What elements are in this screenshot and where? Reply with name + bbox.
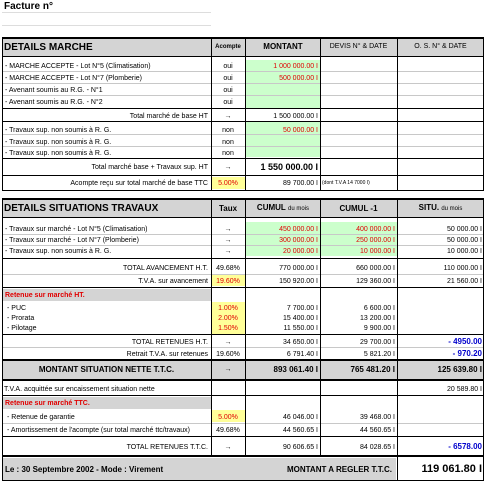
situ-total-av-label: TOTAL AVANCEMENT H.T.	[122, 265, 208, 272]
marche-row-label: - MARCHE ACCEPTE - Lot N°7 (Plomberie)	[5, 75, 142, 82]
marche-row-acompte: oui	[223, 99, 233, 106]
situ-tva-av-situ: 21 560.00 I	[446, 278, 482, 285]
situ-row-taux: →	[224, 248, 232, 255]
marche-row-acompte: oui	[223, 87, 233, 94]
situ-nette-label: MONTANT SITUATION NETTE T.T.C.	[38, 365, 175, 374]
marche-row-acompte: oui	[223, 75, 233, 82]
marche-trav-label: - Travaux sup. non soumis à R. G.	[5, 139, 112, 146]
situ-amort-label: - Amortissement de l'acompte (sur total marché ttc/travaux)	[7, 427, 191, 434]
retenue-taux[interactable]: 1.50%	[218, 325, 238, 332]
situ-nette-taux: →	[224, 366, 232, 373]
situ-col-cumul-sub: du mois	[288, 206, 310, 212]
situ-nette-situ: 125 639.80 I	[437, 365, 482, 374]
situ-row-label: - Travaux sur marché - Lot N°5 (Climatisation)	[5, 226, 148, 233]
situ-row-cumul1[interactable]: 250 000.00 I	[356, 237, 395, 244]
situ-tva-av-cumul1: 129 360.00 I	[356, 278, 395, 285]
marche-trav-acompte: non	[222, 127, 234, 134]
situ-nette-cumul: 893 061.40 I	[273, 365, 318, 374]
situ-amort-label-wrap	[7, 426, 210, 435]
situ-tva-av-taux[interactable]: 19.60%	[216, 278, 240, 285]
retenue-cumul1: 6 600.00 I	[363, 305, 395, 312]
situ-retrait-situ: - 970.20	[452, 349, 482, 358]
situ-row-cumul1[interactable]: 10 000.00 I	[359, 248, 395, 255]
situ-garantie-cumul: 46 046.00 I	[282, 414, 318, 421]
situ-retenue-ttc-title: Retenue sur marché TTC.	[5, 400, 90, 407]
marche-trav-label: - Travaux sup. non soumis à R. G.	[5, 127, 112, 134]
situ-title: DETAILS SITUATIONS TRAVAUX	[4, 203, 159, 214]
situ-row-cumul[interactable]: 20 000.00 I	[282, 248, 318, 255]
retenue-cumul: 7 700.00 I	[286, 305, 318, 312]
situ-amort-cumul: 44 560.65 I	[282, 427, 318, 434]
situ-amort-taux: 49.68%	[216, 427, 240, 434]
situ-total-ret-situ: - 4950.00	[448, 337, 482, 346]
marche-acompte-label: Acompte reçu sur total marché de base TTC	[70, 180, 208, 187]
marche-acompte-pct[interactable]: 5.00%	[218, 180, 238, 187]
invoice-number-sub	[2, 14, 211, 26]
marche-col-acompte: Acompte	[215, 44, 241, 50]
situ-total-ret-cumul1: 29 700.00 I	[359, 339, 395, 346]
invoice-number-label: Facture n°	[4, 1, 54, 12]
situ-tva-acq-value: 20 589.80 I	[446, 386, 482, 393]
situ-total-av-situ: 110 000.00 I	[443, 265, 482, 272]
situ-row-situ: 10 000.00 I	[446, 248, 482, 255]
situ-row-taux: →	[224, 237, 232, 244]
situ-row-situ: 50 000.00 I	[446, 237, 482, 244]
marche-col-devis: DEVIS N° & DATE	[329, 43, 388, 50]
situ-total-ttc-cumul1: 84 028.65 I	[359, 444, 395, 451]
marche-acompte-value: 89 700.00 I	[282, 180, 318, 187]
marche-trav-acompte: non	[222, 139, 234, 146]
marche-row-montant[interactable]: 1 000 000.00 I	[273, 63, 318, 70]
marche-total-sup-arrow: →	[224, 164, 232, 171]
retenue-taux[interactable]: 1.00%	[218, 305, 238, 312]
situ-col-cumul1: CUMUL -1	[339, 204, 378, 213]
situ-total-av-taux: 49.68%	[216, 265, 240, 272]
footer-regler-label: MONTANT A REGLER T.T.C.	[286, 465, 392, 474]
situ-total-ret-cumul: 34 650.00 I	[282, 339, 318, 346]
situ-row-situ: 50 000.00 I	[446, 226, 482, 233]
situ-total-ttc-cumul: 90 606.65 I	[282, 444, 318, 451]
situ-total-ret-taux: →	[224, 339, 232, 346]
situ-col-cumul	[246, 203, 320, 214]
marche-row-montant[interactable]: 500 000.00 I	[279, 75, 318, 82]
situ-col-situ	[397, 203, 484, 214]
situ-total-ttc-situ: - 6578.00	[448, 442, 482, 451]
marche-col-montant: MONTANT	[263, 42, 303, 51]
situ-total-ttc-label: TOTAL RETENUES T.T.C.	[126, 444, 208, 451]
situ-total-av-cumul1: 660 000.00 I	[356, 265, 395, 272]
marche-total-base-value: 1 500 000.00 I	[273, 113, 318, 120]
marche-trav-montant[interactable]: 50 000.00 I	[282, 127, 318, 134]
marche-title: DETAILS MARCHE	[4, 42, 93, 53]
marche-trav-acompte: non	[222, 150, 234, 157]
situ-garantie-label: - Retenue de garantie	[7, 414, 75, 421]
situ-amort-cumul1: 44 560.65 I	[359, 427, 395, 434]
marche-acompte-note: (dont T.V.A 14 7000 I)	[322, 180, 370, 186]
situ-nette-cumul1: 765 481.20 I	[350, 365, 395, 374]
situ-tva-av-label: T.V.A. sur avancement	[138, 278, 208, 285]
situ-row-cumul1[interactable]: 400 000.00 I	[356, 226, 395, 233]
retenue-label: - PUC	[7, 305, 27, 312]
marche-total-base-arrow: →	[224, 113, 232, 120]
marche-total-sup-label: Total marché base + Travaux sup. HT	[91, 164, 208, 171]
situ-total-av-cumul: 770 000.00 I	[279, 265, 318, 272]
situ-retrait-cumul: 6 791.40 I	[286, 351, 318, 358]
marche-col-os: O. S. N° & DATE	[414, 43, 467, 50]
situ-total-ret-label: TOTAL RETENUES H.T.	[131, 339, 208, 346]
retenue-cumul1: 13 200.00 I	[359, 315, 395, 322]
situ-garantie-cumul1: 39 468.00 I	[359, 414, 395, 421]
marche-trav-label: - Travaux sup. non soumis à R. G.	[5, 150, 112, 157]
situ-tva-av-cumul: 150 920.00 I	[279, 278, 318, 285]
situ-row-taux: →	[224, 226, 232, 233]
marche-total-base-label: Total marché de base HT	[129, 113, 208, 120]
retenue-cumul: 15 400.00 I	[282, 315, 318, 322]
situ-col-taux: Taux	[218, 204, 238, 213]
retenue-cumul: 11 550.00 I	[283, 325, 318, 332]
situ-garantie-taux[interactable]: 5.00%	[218, 414, 238, 421]
marche-total-sup-value: 1 550 000.00 I	[260, 162, 318, 172]
situ-retrait-label: Retrait T.V.A. sur retenues	[126, 351, 208, 358]
situ-total-ttc-taux: →	[224, 444, 232, 451]
situ-row-cumul[interactable]: 300 000.00 I	[279, 237, 318, 244]
retenue-label: - Pilotage	[7, 325, 37, 332]
marche-row-label: - MARCHE ACCEPTE - Lot N°5 (Climatisation)	[5, 63, 151, 70]
situ-col-situ-sub: du mois	[441, 206, 463, 212]
situ-row-label: - Travaux sur marché - Lot N°7 (Plomberie)	[5, 237, 139, 244]
situ-row-cumul[interactable]: 450 000.00 I	[279, 226, 318, 233]
situ-retenue-title: Retenue sur marché HT.	[5, 292, 85, 299]
footer-regler-value: 119 061.80 I	[421, 463, 482, 475]
marche-row-label: - Avenant soumis au R.G. - N°1	[5, 87, 103, 94]
situ-col-situ-main: SITU.	[418, 203, 440, 212]
situ-row-label: - Travaux sup. non soumis à R. G.	[5, 248, 112, 255]
footer-date-label: Le : 30 Septembre 2002 - Mode : Virement	[5, 465, 164, 474]
situ-retrait-taux: 19.60%	[216, 351, 240, 358]
retenue-label: - Prorata	[7, 315, 35, 322]
retenue-cumul1: 9 900.00 I	[363, 325, 395, 332]
marche-row-acompte: oui	[223, 63, 233, 70]
marche-row-label: - Avenant soumis au R.G. - N°2	[5, 99, 103, 106]
situ-col-cumul-main: CUMUL	[256, 203, 286, 212]
retenue-taux[interactable]: 2.00%	[218, 315, 238, 322]
situ-tva-acq-label: T.V.A. acquittée sur encaissement situation nette	[4, 386, 155, 393]
situ-retrait-cumul1: 5 821.20 I	[363, 351, 395, 358]
